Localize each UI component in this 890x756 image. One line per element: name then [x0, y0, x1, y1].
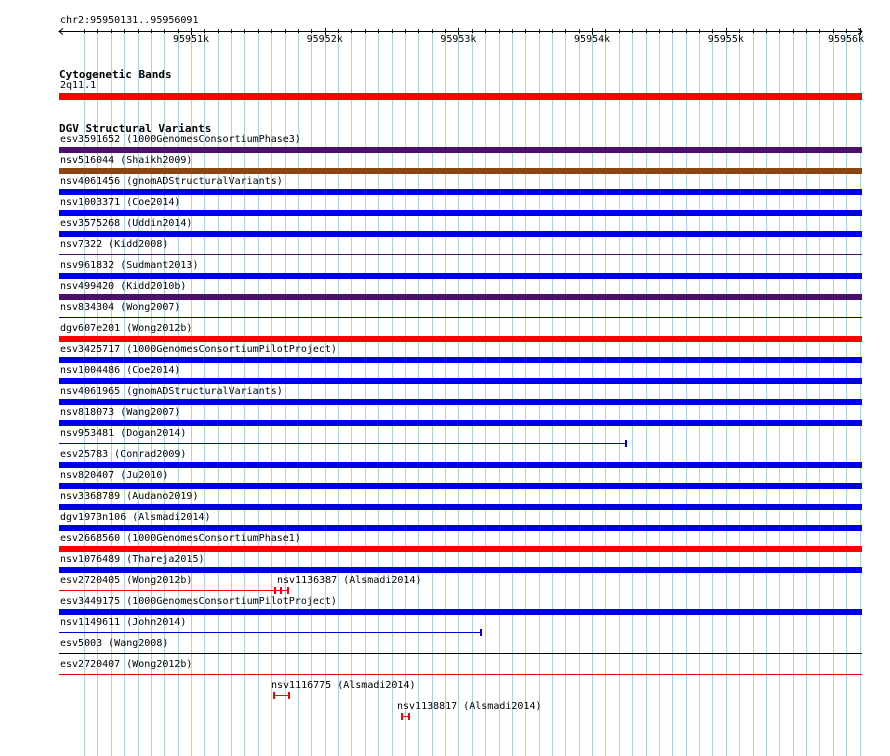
sv-bar[interactable]	[59, 590, 275, 591]
sv-label: nsv1149611 (John2014)	[60, 617, 187, 628]
sv-label: nsv3368789 (Audano2019)	[60, 491, 199, 502]
sv-bar[interactable]	[59, 525, 862, 531]
feature-end-cap[interactable]	[288, 692, 290, 699]
sv-label: dgv1973n106 (Alsmadi2014)	[60, 512, 211, 523]
sv-label: nsv1004486 (Coe2014)	[60, 365, 181, 376]
sv-bar[interactable]	[59, 254, 862, 255]
feature-end-cap[interactable]	[408, 713, 410, 720]
ruler-tick-label: 95956k	[827, 34, 865, 45]
sv-bar[interactable]	[59, 504, 862, 510]
sv-label: esv3449175 (1000GenomesConsortiumPilotProject)	[60, 596, 337, 607]
feature-end-cap[interactable]	[625, 440, 627, 447]
sv-label: nsv1003371 (Coe2014)	[60, 197, 181, 208]
feature-end-cap[interactable]	[273, 692, 275, 699]
sv-bar[interactable]	[59, 483, 862, 489]
ruler-tick-label: 95954k	[574, 34, 611, 45]
sv-label: esv25783 (Conrad2009)	[60, 449, 187, 460]
sv-bar[interactable]	[59, 399, 862, 405]
sv-label: nsv1076489 (Thareja2015)	[60, 554, 205, 565]
sv-label: dgv607e201 (Wong2012b)	[60, 323, 193, 334]
sv-label: esv2668560 (1000GenomesConsortiumPhase1)	[60, 533, 301, 544]
sv-bar[interactable]	[59, 317, 862, 318]
sv-label: esv5003 (Wang2008)	[60, 638, 169, 649]
sv-label: esv3425717 (1000GenomesConsortiumPilotProject)	[60, 344, 337, 355]
sv-label: nsv4061456 (gnomADStructuralVariants)	[60, 176, 283, 187]
cytoband-bar[interactable]	[59, 93, 862, 100]
sv-bar[interactable]	[59, 632, 481, 633]
dgv-title: DGV Structural Variants	[59, 122, 212, 135]
sv-bar[interactable]	[59, 231, 862, 237]
sv-bar[interactable]	[59, 567, 862, 573]
sv-label: nsv1116775 (Alsmadi2014)	[271, 680, 416, 691]
sv-bar[interactable]	[59, 443, 626, 444]
sv-label: nsv818073 (Wang2007)	[60, 407, 181, 418]
sv-label: nsv961832 (Sudmant2013)	[60, 260, 199, 271]
sv-label: nsv834304 (Wong2007)	[60, 302, 181, 313]
sv-bar[interactable]	[59, 653, 862, 654]
feature-end-cap[interactable]	[287, 587, 289, 594]
sv-label: esv3575268 (Uddin2014)	[60, 218, 193, 229]
sv-label: nsv499420 (Kidd2010b)	[60, 281, 187, 292]
sv-bar[interactable]	[59, 336, 862, 342]
sv-label: nsv7322 (Kidd2008)	[60, 239, 169, 250]
sv-bar[interactable]	[59, 420, 862, 426]
sv-bar[interactable]	[59, 609, 862, 615]
sv-bar[interactable]	[59, 294, 862, 300]
sv-bar[interactable]	[273, 695, 289, 696]
sv-label: nsv820407 (Ju2010)	[60, 470, 169, 481]
sv-bar[interactable]	[59, 674, 862, 675]
sv-bar[interactable]	[59, 546, 862, 552]
sv-bar[interactable]	[59, 462, 862, 468]
sv-label: nsv516044 (Shaikh2009)	[60, 155, 193, 166]
sv-bar[interactable]	[59, 378, 862, 384]
feature-end-cap[interactable]	[401, 713, 403, 720]
sv-bar[interactable]	[59, 210, 862, 216]
ruler-tick-label: 95955k	[707, 34, 744, 45]
sv-bar[interactable]	[59, 189, 862, 195]
ruler-tick-label: 95953k	[440, 34, 477, 45]
sv-label: esv2720407 (Wong2012b)	[60, 659, 193, 670]
position-label: chr2:95950131..95956091	[60, 15, 199, 26]
feature-end-cap[interactable]	[480, 629, 482, 636]
sv-label: esv2720405 (Wong2012b)	[60, 575, 193, 586]
sv-label: nsv4061965 (gnomADStructuralVariants)	[60, 386, 283, 397]
sv-label: esv3591652 (1000GenomesConsortiumPhase3)	[60, 134, 301, 145]
sv-label: nsv1138817 (Alsmadi2014)	[397, 701, 542, 712]
ruler-tick-label: 95951k	[172, 34, 210, 45]
sv-label: nsv1136387 (Alsmadi2014)	[277, 575, 422, 586]
feature-end-cap[interactable]	[274, 587, 276, 594]
ruler-tick-label: 95952k	[306, 34, 343, 45]
sv-bar[interactable]	[59, 168, 862, 174]
sv-bar[interactable]	[59, 273, 862, 279]
feature-end-cap[interactable]	[280, 587, 282, 594]
cytoband-title: Cytogenetic Bands	[59, 68, 172, 81]
sv-bar[interactable]	[59, 357, 862, 363]
sv-label: nsv953481 (Dogan2014)	[60, 428, 187, 439]
cytoband-label: 2q11.1	[60, 80, 97, 91]
sv-bar[interactable]	[59, 147, 862, 153]
